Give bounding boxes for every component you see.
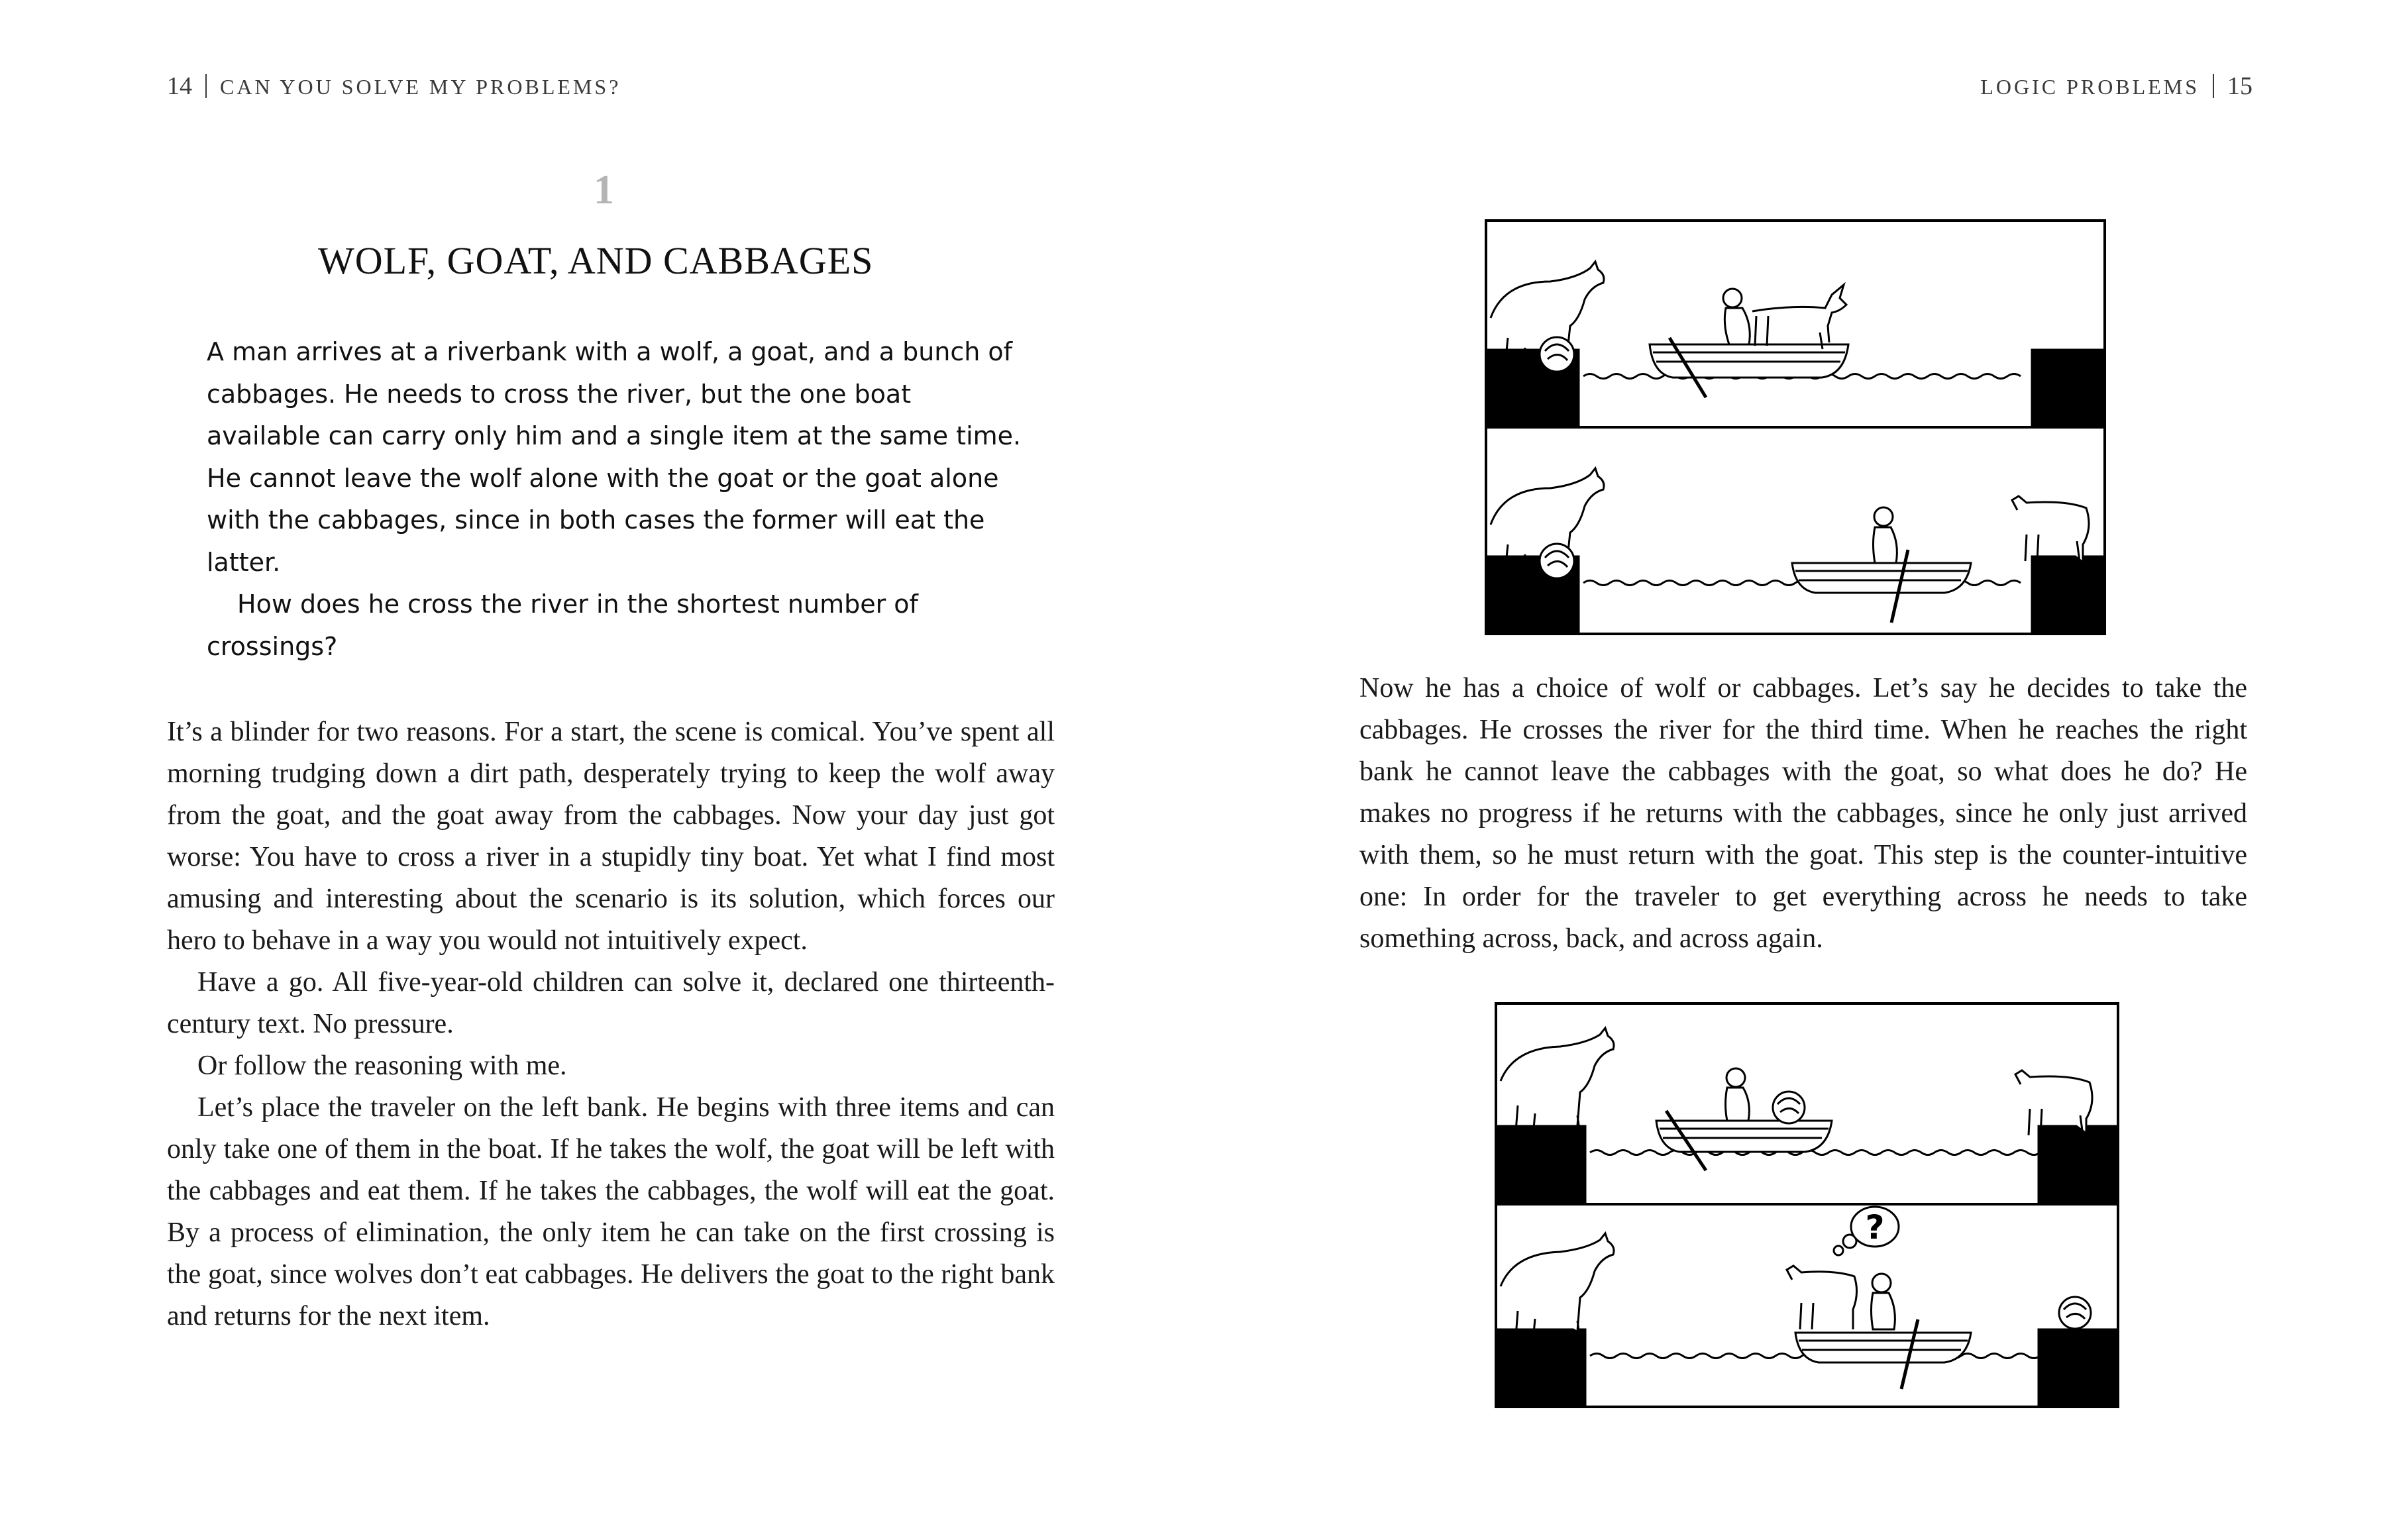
problem-question: How does he cross the river in the shortest number of crossings? — [207, 590, 918, 661]
left-running-head — [167, 72, 621, 101]
problem-paragraph: A man arrives at a riverbank with a wolf, a goat, and a bunch of cabbages. He needs to cross the river, but the one boat available can carry only him and a single item at the same time. He cannot leave the wolf alone with the goat or the goat alone with the cabbages, since in both cases the former will eat the latter. — [207, 337, 1022, 577]
boat-icon — [1650, 338, 1848, 397]
problem-number: 1 — [594, 168, 614, 213]
cabbage-icon — [1540, 544, 1574, 578]
traveler-icon — [1874, 507, 1897, 563]
cabbage-icon — [2059, 1297, 2091, 1329]
body-paragraph: Now he has a choice of wolf or cabbages. Let’s say he decides to take the cabbages. He crosses the river for the third time. When he reaches the right bank he cannot leave the cabbages with the goat, so what does he do? He makes no progress if he returns with the cabbages, since he only just arrived with them, so he must return with the goat. This step is the counter-intuitive one: In order for the traveler to get everything across he needs to take something across, back, and across again. — [1359, 673, 2247, 954]
problem-statement — [207, 331, 1022, 668]
panel-frame — [1496, 1204, 2118, 1407]
river-water — [1590, 1151, 2040, 1155]
left-page-body — [167, 711, 1055, 1337]
left-bank — [1496, 1329, 1585, 1407]
crossing-illustration-top — [1484, 219, 2107, 636]
left-page-number: 14 — [167, 72, 192, 100]
right-page-number: 15 — [2227, 72, 2252, 100]
traveler-icon — [1872, 1274, 1895, 1329]
right-running-head — [1980, 72, 2252, 101]
panel-frame — [1496, 1003, 2118, 1204]
cabbage-icon — [1773, 1092, 1805, 1123]
thought-bubble-icon — [1834, 1207, 1899, 1255]
right-page-body — [1359, 668, 2247, 960]
header-divider — [205, 74, 207, 98]
right-bank — [2039, 1126, 2118, 1204]
goat-icon — [1787, 1266, 1857, 1329]
left-bank — [1496, 1126, 1585, 1204]
body-paragraph: Or follow the reasoning with me. — [197, 1051, 567, 1081]
right-bank — [2032, 556, 2105, 634]
problem-title: WOLF, GOAT, AND CABBAGES — [318, 239, 874, 282]
goat-icon — [1752, 285, 1846, 349]
left-running-title: CAN YOU SOLVE MY PROBLEMS? — [220, 75, 621, 99]
right-bank — [2032, 350, 2105, 427]
question-mark: ? — [1865, 1208, 1885, 1247]
crossing-illustration-bottom — [1494, 1001, 2120, 1409]
body-paragraph: Have a go. All five-year-old children can solve it, declared one thirteenth-century text. No pressure. — [167, 967, 1055, 1039]
body-paragraph: Let’s place the traveler on the left bank. He begins with three items and can only take one of them in the boat. If he takes the wolf, the goat will be left with the cabbages and eat them. If he takes the cabbages, the wolf will eat the goat. By a process of elimination, the only item he can take on the first crossing is the goat, since wolves don’t eat cabbages. He delivers the goat to the right bank and returns for the next item. — [167, 1092, 1055, 1331]
right-running-title: LOGIC PROBLEMS — [1980, 75, 2200, 99]
goat-icon — [2012, 496, 2089, 561]
header-divider — [2213, 74, 2214, 98]
traveler-icon — [1726, 1068, 1750, 1121]
right-bank — [2039, 1329, 2118, 1407]
cabbage-icon — [1540, 337, 1574, 372]
traveler-icon — [1723, 289, 1750, 344]
body-paragraph: It’s a blinder for two reasons. For a start, the scene is comical. You’ve spent all morning trudging down a dirt path, desperately trying to keep the wolf away from the goat, and the goat away from the cabbages. Now your day just got worse: You have to cross a river in a stupidly tiny boat. Yet what I find most amusing and interesting about the scenario is its solution, which forces our hero to behave in a way you would not intuitively expect. — [167, 717, 1055, 956]
